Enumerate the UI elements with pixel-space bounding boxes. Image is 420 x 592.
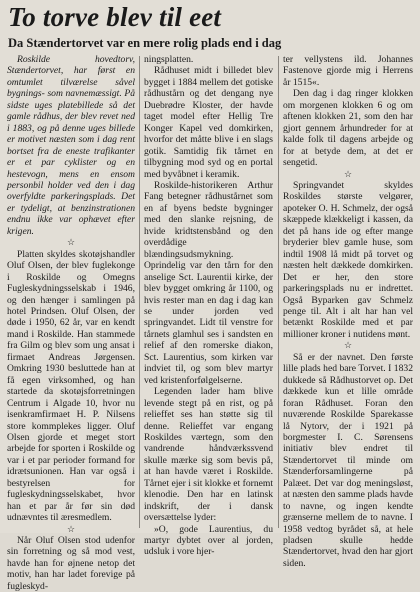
article-column-1 [7,54,135,592]
star-separator: ☆ [66,237,76,248]
body-paragraph: Legenden lader ham blive levende stegt på en rist, og på relieffet ses han støtte sig til denne. Relieffet var engang Roskildes værtegn, som den vandrende håndværkssvend skulle mærke sig som bevis på, at han havde været i Roskilde. Tårnet ejer i sit klokke et fornemt klenodie. Den har en latinsk indskrift, der i dansk oversættelse lyder: [144,386,273,524]
star-separator: ☆ [343,340,353,351]
body-paragraph: Når Oluf Olsen stod udenfor sin forretning og så mod vest, havde han for øjnene netop det motiv, han har ladet forevige på fugleskyd- [7,535,135,592]
body-paragraph: ningsplatten. [144,54,194,65]
body-paragraph: Roskilde-historikeren Arthur Fang betegner rådhustårnet som en af byens bedste bygninger med den slanke rejsning, de hvide kridtstensbånd og den overdådige blændingsudsmykning. Oprindelig var den tårn for den anselige Sct. Laurentii kirke, der blev bygget omkring år 1100, og hvis rester man en dag i dag kan se under jorden ved springvandet. Lidt til venstre for tårnets glamhul ses i sandsten en relief af den romerske diakon, Sct. Laurentius, som kirken var indviet til, og som blev martyr ved kristenforfølgelserne. [144,179,273,386]
star-separator: ☆ [343,168,353,179]
headline: To torve blev til eet [8,2,222,32]
body-paragraph: Rådhuset midt i billedet blev bygget i 1884 mellem det gotiske rådhustårn og det dengang nye Duebrødre Kloster, der havde taget model efter Hellig Tre Konger Kapel ved domkirken, hvorfor det måtte blive i en slags gotik. Samtidig fik tårnet en tilbygning mod syd og en portal med byvåbnet i keramik. [144,65,273,180]
body-paragraph: Platten skyldes skotøjshandler Oluf Olsen, der blev fuglekonge i Roskilde og Omegns Fugleskydningsselskab i 1946, og den hænger i samlingen på hotel Prindsen. Oluf Olsen, der døde i 1950, 62 år, var en kendt mand i Roskilde. Han stammede fra Gilm og blev som ung ansat i firmaet Andreas Jørgensen. Omkring 1930 besluttede han at få egen virksomhed, og han startede da skotøjsforretningen Centrum i Algade 10, hvor nu isenkramfirmaet H. P. Nilsens store kommplekes ligger. Oluf Olsen gjorde et meget stort arbejde for sporten i Roskilde og var i et par perioder formand for idrætsunionen. Han var også i bestyrelsen for fugleskydningsselskabet, hvor han et par år før sin død udnævntes til æresmedlem. [7,248,135,524]
article-column-2 [144,54,273,558]
column-rule [278,56,279,528]
body-paragraph: Den dag i dag ringer klokken om morgenen klokken 6 og om aftenen klokken 21, som den har gjort gennem århundreder for at kalde folk til dagens arbejde og for at betyde dem, at det er sengetid. [283,88,413,169]
article-column-3 [283,54,413,569]
subheadline: Da Stændertorvet var en mere rolig plads end i dag [8,36,282,50]
body-paragraph: Springvandet skyldes Roskildes største velgører, apoteker O. H. Schmelz, der også skæppede klækkeligt i kassen, da det på hans ide og efter mange bryderier blev gamle huse, som indtil 1908 lå midt på torvet og næsten helt dækkede domkirken. Det er her, den store parkeringsplads nu er indrettet. Også Byparken gav Schmelz penge til. Alt i alt har han vel betænkt Roskilde med et par millioner kroner i nutidens mønt. [283,179,413,340]
body-paragraph: Så er der navnet. Den første lille plads hed bare Torvet. I 1832 dukkede så Rådhustorvet op. Det dækkede kun et lille område foran Rådhuset. Foran den nuværende Roskilde Sparekasse lå Nytorv, der i 1921 på borgmester I. C. Sørensens initiativ blev endret til Stændertorvet til minde om Stænderforsamlingerne på Palæet. Det var dog meningsløst, at næsten den samme plads havde to navne, og ingen kendte grænserne mellem de to navne. I 1958 vedtog byrådet så, at hele pladsen skulle hedde Stændertorvet, hvad den har gjort siden. [283,351,413,569]
body-paragraph: »O, gode Laurentius, du martyr dybtet over al jorden, udsluk i vore hjer- [144,523,273,558]
lead-paragraph: Roskilde hovedtorv, Stændertorvet, har først en omtumlet tilværelse såvel bygnings- som navnemæssigt. På sidste uges platebillede så det gamle rådhus, der blev revet ned i 1883, og på denne uges billede er motivet næsten som i dag rent bortset fra de eneste trafikanter er et par cyklister og en hestevogn, mens en ensom personbil holder ved den i dag overfyldte parkeringsplads. Det er tydeligt, at benzinstrationen endnu ikke var ophævet efter krigen. [7,54,135,237]
body-paragraph: ter vellystens ild. Johannes Fastenove gjorde mig i Herrens år 1515«. [283,54,413,88]
star-separator: ☆ [66,523,76,534]
column-rule [139,56,140,528]
